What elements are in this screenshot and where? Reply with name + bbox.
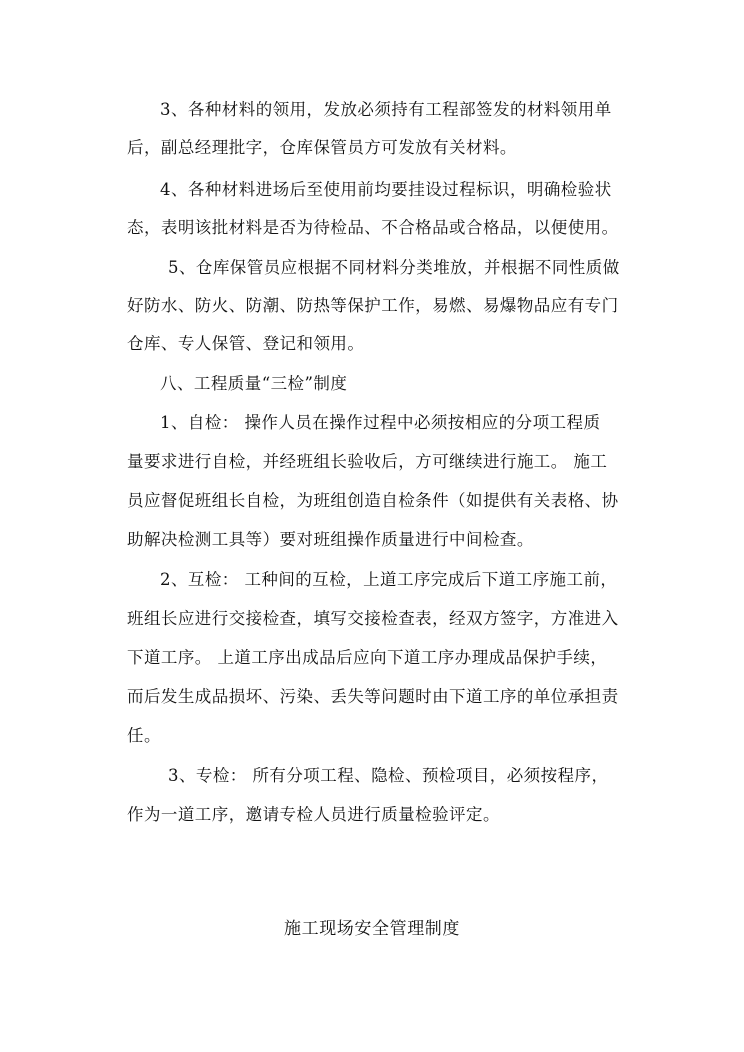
special-check-line-2: 作为一道工序，邀请专检人员进行质量检验评定。: [127, 805, 500, 824]
section-title: 施工现场安全管理制度: [284, 919, 460, 939]
mutual-check-line-2: 班组长应进行交接检查，填写交接检查表，经双方签字，方准进入: [127, 609, 619, 628]
section-heading-quality-checks: 八、工程质量“三检”制度: [160, 374, 348, 393]
self-check-line-4: 助解决检测工具等）要对班组操作质量进行中间检查。: [127, 530, 534, 549]
paragraph-5-line-1: 5、仓库保管员应根据不同材料分类堆放，并根据不同性质做: [168, 258, 620, 277]
mutual-check-line-3: 下道工序。 上道工序出成品后应向下道工序办理成品保护手续，: [127, 648, 608, 667]
special-check-line-1: 3、专检： 所有分项工程、隐检、预检项目，必须按程序，: [168, 766, 609, 785]
self-check-line-3: 员应督促班组长自检，为班组创造自检条件（如提供有关表格、协: [127, 491, 619, 510]
paragraph-3-line-1: 3、各种材料的领用，发放必须持有工程部签发的材料领用单: [160, 100, 612, 119]
self-check-line-1: 1、自检： 操作人员在操作过程中必须按相应的分项工程质: [160, 413, 601, 432]
self-check-line-2: 量要求进行自检，并经班组长验收后，方可继续进行施工。 施工: [127, 452, 608, 471]
mutual-check-line-4: 而后发生成品损坏、污染、丢失等问题时由下道工序的单位承担责: [127, 687, 619, 706]
mutual-check-line-1: 2、互检： 工种间的互检，上道工序完成后下道工序施工前，: [160, 570, 618, 589]
paragraph-5-line-2: 好防水、防火、防潮、防热等保护工作，易燃、易爆物品应有专门: [127, 296, 619, 315]
mutual-check-line-5: 任。: [127, 726, 161, 745]
paragraph-4-line-2: 态，表明该批材料是否为待检品、不合格品或合格品，以便使用。: [127, 218, 619, 237]
paragraph-5-line-3: 仓库、专人保管、登记和领用。: [127, 334, 365, 353]
paragraph-4-line-1: 4、各种材料进场后至使用前均要挂设过程标识，明确检验状: [160, 180, 612, 199]
paragraph-3-line-2: 后，副总经理批字，仓库保管员方可发放有关材料。: [127, 138, 517, 157]
